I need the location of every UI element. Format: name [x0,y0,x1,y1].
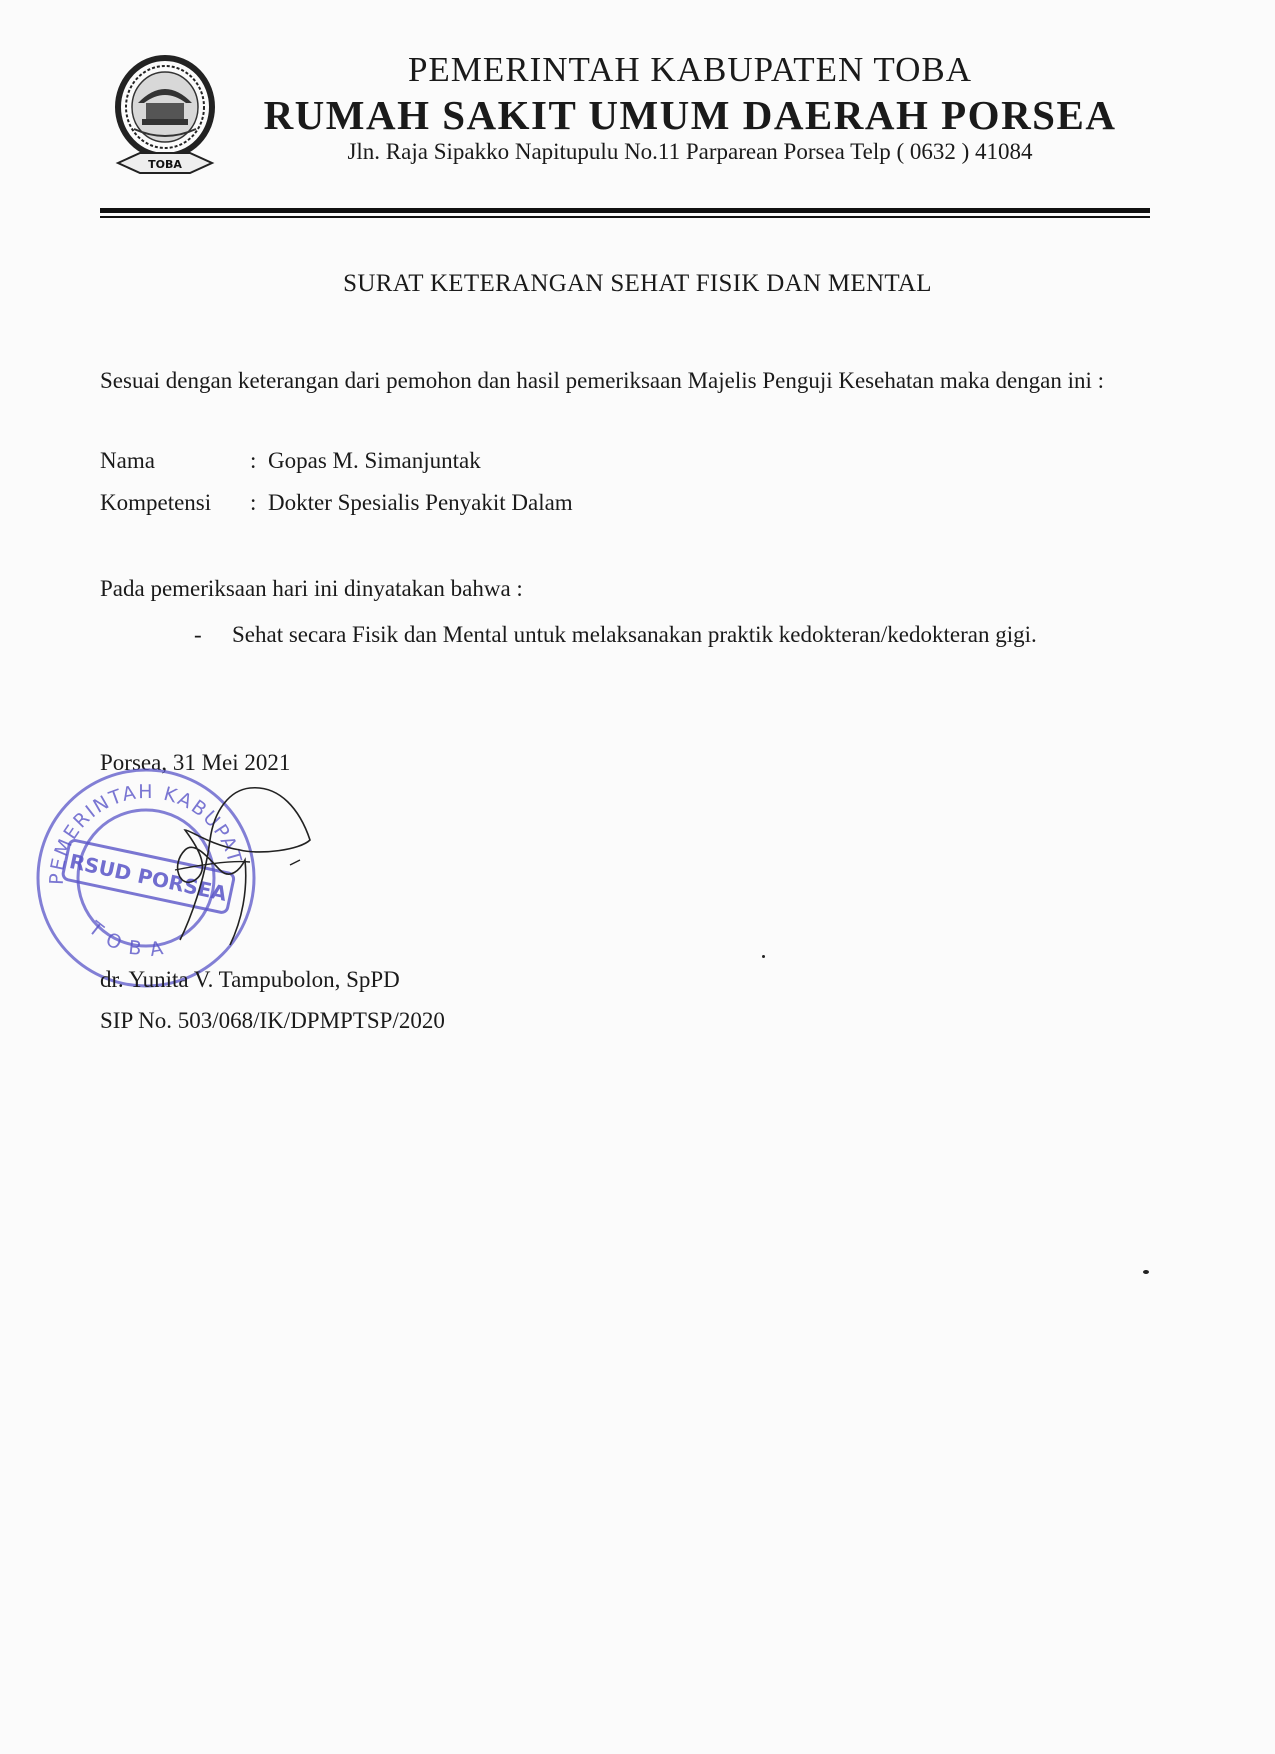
hospital-address: Jln. Raja Sipakko Napitupulu No.11 Parparean Porsea Telp ( 0632 ) 41084 [347,139,1033,164]
place-date: Porsea, 31 Mei 2021 [100,750,291,775]
scan-speck [1143,1270,1149,1274]
competence-value: Dokter Spesialis Penyakit Dalam [268,490,573,515]
bullet-marker: - [194,622,202,647]
name-value: Gopas M. Simanjuntak [268,448,481,473]
stamp-outer-text: PEMERINTAH KABUPAT [45,781,246,886]
statement-text: Pada pemeriksaan hari ini dinyatakan bahwa : [100,576,523,601]
handwritten-signature [150,770,350,960]
scan-speck [762,955,765,958]
header-rule-thin [100,216,1150,218]
signatory-name: dr. Yunita V. Tampubolon, SpPD [100,967,400,992]
regency-logo [110,55,220,185]
intro-paragraph: Sesuai dengan keterangan dari pemohon dan hasil pemeriksaan Majelis Penguji Kesehatan maka dengan ini : [100,368,1105,393]
stamp-bottom-text: TOBA [84,917,175,962]
header-rule-thick [100,208,1150,213]
stamp-center-text: RSUD PORSEA [67,849,230,906]
bullet-text: Sehat secara Fisik dan Mental untuk melaksanakan praktik kedokteran/kedokteran gigi. [232,622,1037,647]
competence-separator: : [250,490,257,515]
name-label: Nama [100,448,155,473]
hospital-name: RUMAH SAKIT UMUM DAERAH PORSEA [263,92,1117,138]
logo-text: TOBA [148,158,182,171]
government-name: PEMERINTAH KABUPATEN TOBA [407,50,973,89]
sip-number: SIP No. 503/068/IK/DPMPTSP/2020 [100,1008,445,1033]
document-title: SURAT KETERANGAN SEHAT FISIK DAN MENTAL [343,270,932,297]
name-separator: : [250,448,257,473]
competence-label: Kompetensi [100,490,212,515]
